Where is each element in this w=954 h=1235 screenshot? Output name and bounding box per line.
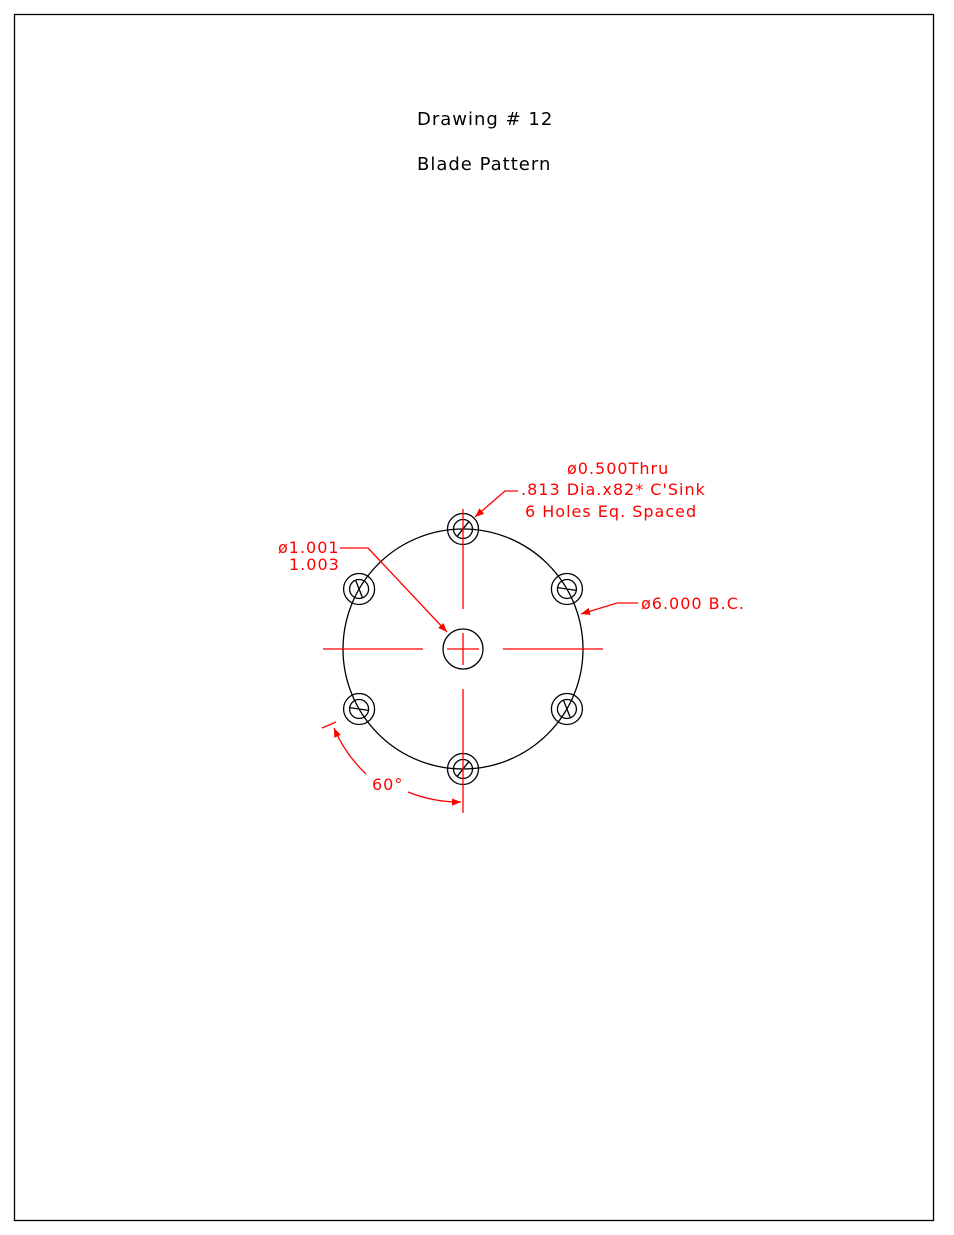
bolt-hole xyxy=(344,574,375,605)
bolt-hole xyxy=(551,574,582,605)
bolt-circle-leader xyxy=(581,603,638,614)
drawing-border xyxy=(15,15,934,1221)
hole-callout-line-3: 6 Holes Eq. Spaced xyxy=(525,502,698,521)
hole-mark xyxy=(356,580,363,598)
angle-arc-upper xyxy=(334,728,366,774)
leaders xyxy=(322,491,638,802)
bore-callout-line-1: ø1.001 xyxy=(278,538,340,557)
hole-callout-line-2: .813 Dia.x82* C'Sink xyxy=(521,480,706,499)
bore-callout-line-2: 1.003 xyxy=(289,555,340,574)
centerlines xyxy=(323,509,603,813)
hole-leader xyxy=(475,491,518,517)
drawing-title: Blade Pattern xyxy=(417,154,552,175)
bore-leader xyxy=(340,548,447,632)
angle-arc-lower xyxy=(408,792,461,802)
bolt-circle-callout: ø6.000 B.C. xyxy=(641,594,745,613)
angle-extension-line xyxy=(322,722,336,728)
bolt-hole xyxy=(344,694,375,725)
drawing-number: Drawing # 12 xyxy=(417,109,554,130)
annotations xyxy=(278,459,745,794)
angle-callout: 60° xyxy=(372,775,404,794)
bolt-hole xyxy=(551,694,582,725)
hole-callout-line-1: ø0.500Thru xyxy=(567,459,670,478)
hole-mark xyxy=(563,700,570,718)
